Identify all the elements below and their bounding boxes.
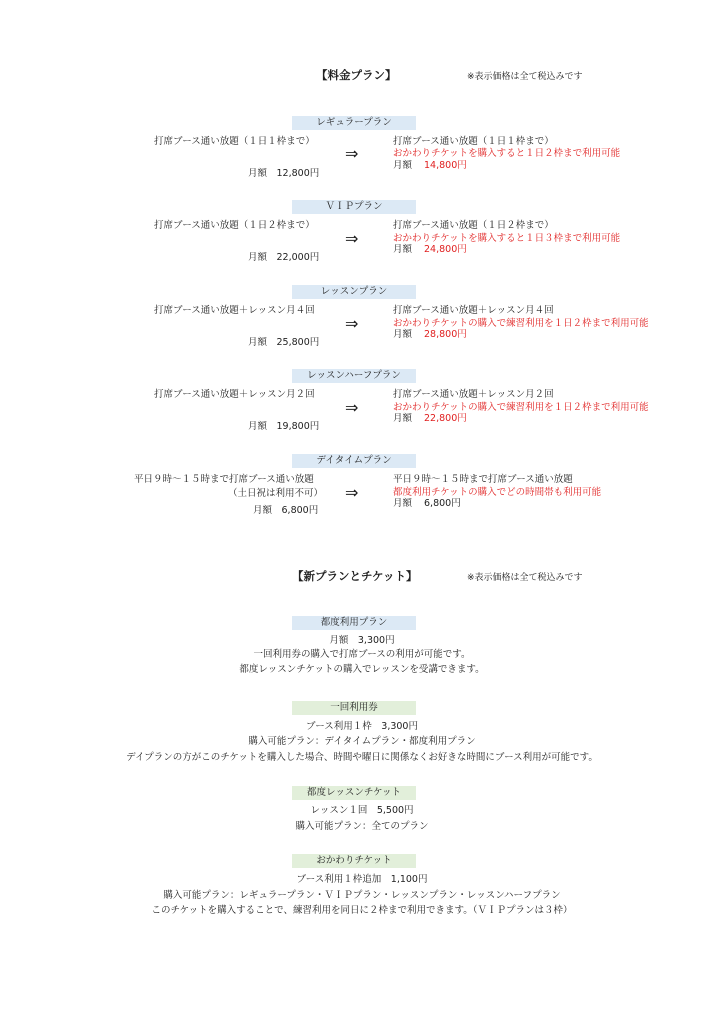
item-name-band: 都度利用プラン — [292, 616, 416, 630]
new-plan-price-label: 月額 — [393, 413, 413, 424]
change-arrow-icon: ⇒ — [345, 314, 359, 333]
item-name-band: おかわりチケット — [292, 854, 416, 868]
item-line: 購入可能プラン：レギュラープラン・ＶＩＰプラン・レッスンプラン・レッスンハーフプラン — [163, 890, 561, 901]
item-line: 購入可能プラン：全てのプラン — [295, 821, 429, 832]
new-plan-desc: 打席ブース通い放題（１日２枠まで） — [393, 220, 554, 231]
item-name-band: 一回利用券 — [292, 701, 416, 715]
section2-title: 【新プランとチケット】 — [292, 569, 418, 583]
new-plan-note: おかわりチケットを購入すると１日３枠まで利用可能 — [393, 233, 621, 244]
item-line: 都度レッスンチケットの購入でレッスンを受講できます。 — [239, 664, 485, 675]
new-plan-price: 14,800円 — [424, 160, 467, 171]
plan-name-band: ＶＩＰプラン — [292, 200, 416, 214]
plan-name-band: デイタイムプラン — [292, 454, 416, 468]
change-arrow-icon: ⇒ — [345, 229, 359, 248]
new-plan-note: おかわりチケットの購入で練習利用を１日２枠まで利用可能 — [393, 318, 649, 329]
new-plan-price-row — [393, 326, 467, 340]
old-plan-price: 月額 25,800円 — [248, 337, 320, 348]
section2-tax-note: ※表示価格は全て税込みです — [467, 573, 583, 583]
plan-name-band: レギュラープラン — [292, 116, 416, 130]
old-plan-price: 月額 19,800円 — [248, 421, 320, 432]
section1-tax-note: ※表示価格は全て税込みです — [467, 72, 583, 82]
old-plan-desc: 打席ブース通い放題（１日２枠まで） — [154, 220, 315, 231]
new-plan-desc: 打席ブース通い放題＋レッスン月４回 — [393, 305, 554, 316]
item-line: 月額 3,300円 — [329, 635, 395, 646]
change-arrow-icon: ⇒ — [345, 398, 359, 417]
item-line: 購入可能プラン：デイタイムプラン・都度利用プラン — [248, 736, 476, 747]
new-plan-price-label: 月額 — [393, 244, 413, 255]
plan-name-band: レッスンプラン — [292, 285, 416, 299]
old-plan-desc: 平日９時～１５時まで打席ブース通い放題 — [134, 474, 314, 485]
old-plan-desc: 打席ブース通い放題＋レッスン月２回 — [154, 389, 315, 400]
new-plan-desc: 平日９時～１５時まで打席ブース通い放題 — [393, 474, 573, 485]
new-plan-desc: 打席ブース通い放題（１日１枠まで） — [393, 136, 554, 147]
old-plan-price: 月額 6,800円 — [253, 505, 319, 516]
new-plan-price: 22,800円 — [424, 413, 467, 424]
new-plan-note: おかわりチケットの購入で練習利用を１日２枠まで利用可能 — [393, 402, 649, 413]
old-plan-desc: 打席ブース通い放題＋レッスン月４回 — [154, 305, 315, 316]
item-line: デイプランの方がこのチケットを購入した場合、時間や曜日に関係なくお好きな時間にブース利用が可能です。 — [126, 752, 598, 763]
plan-name-band: レッスンハーフプラン — [292, 369, 416, 383]
section1-title: 【料金プラン】 — [316, 68, 397, 82]
new-plan-price-label: 月額 — [393, 160, 413, 171]
new-plan-price-row — [393, 410, 467, 424]
item-name-band: 都度レッスンチケット — [292, 786, 416, 800]
old-plan-desc: 打席ブース通い放題（１日１枠まで） — [154, 136, 315, 147]
new-plan-note: 都度利用チケットの購入でどの時間帯も利用可能 — [393, 487, 602, 498]
new-plan-price: 24,800円 — [424, 244, 467, 255]
new-plan-price-row — [393, 495, 461, 509]
old-plan-desc-sub: （土日祝は利用不可） — [228, 488, 324, 499]
item-line: ブース利用１枠 3,300円 — [306, 721, 418, 732]
new-plan-price-label: 月額 — [393, 329, 413, 340]
old-plan-price: 月額 12,800円 — [248, 168, 320, 179]
item-line: レッスン１回 5,500円 — [310, 805, 414, 816]
new-plan-price: 28,800円 — [424, 329, 467, 340]
item-line: 一回利用券の購入で打席ブースの利用が可能です。 — [253, 649, 471, 660]
new-plan-price-row — [393, 241, 467, 255]
item-line: このチケットを購入することで、練習利用を同日に２枠まで利用できます。（ＶＩＰプランは３枠） — [151, 905, 573, 916]
old-plan-price: 月額 22,000円 — [248, 252, 320, 263]
new-plan-price-label: 月額 — [393, 498, 413, 509]
change-arrow-icon: ⇒ — [345, 144, 359, 163]
item-line: ブース利用１枠追加 1,100円 — [296, 874, 428, 885]
new-plan-desc: 打席ブース通い放題＋レッスン月２回 — [393, 389, 554, 400]
new-plan-price: 6,800円 — [424, 498, 461, 509]
new-plan-price-row — [393, 157, 467, 171]
new-plan-note: おかわりチケットを購入すると１日２枠まで利用可能 — [393, 148, 621, 159]
change-arrow-icon: ⇒ — [345, 483, 359, 502]
